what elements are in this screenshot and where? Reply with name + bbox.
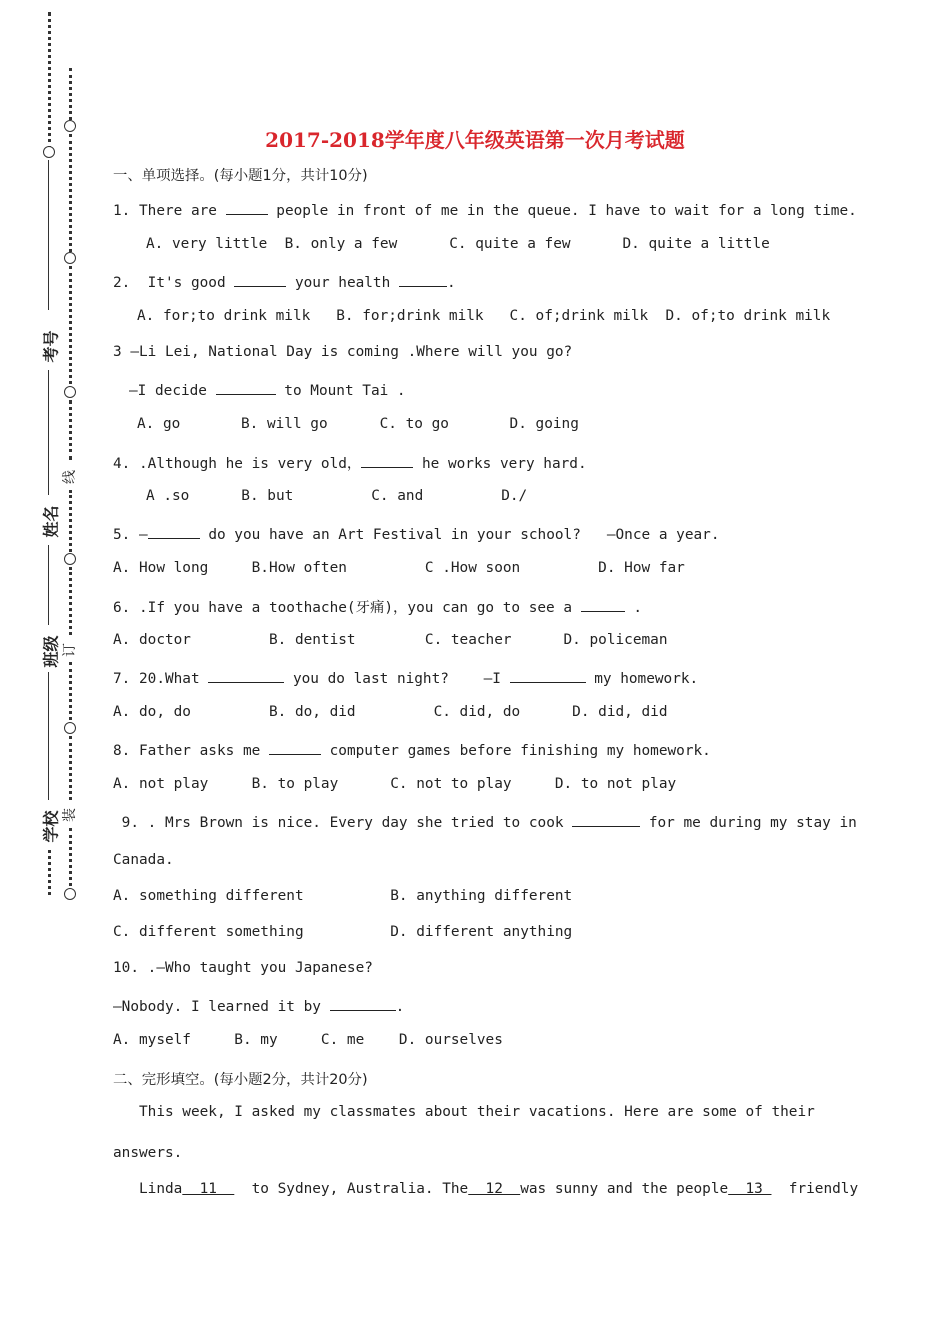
answer-blank — [361, 453, 413, 468]
outer-dotted-line — [48, 850, 51, 895]
answer-blank — [226, 200, 268, 215]
question-3: 3 —Li Lei, National Day is coming .Where will you go? — [113, 344, 573, 360]
inner-dotted-line — [69, 400, 72, 460]
question-2: 2. It's good your health . — [113, 272, 456, 291]
margin-rule — [48, 672, 49, 800]
answer-blank — [234, 272, 286, 287]
question-5: 5. — do you have an Art Festival in your school? —Once a year. — [113, 524, 720, 543]
question-6: 6. .If you have a toothache(牙痛)，you can go to see a . — [113, 596, 642, 617]
label-school: 学校 — [41, 810, 61, 843]
label-exam-no: 考号 — [41, 330, 61, 363]
answer-blank — [208, 668, 284, 683]
passage-line: answers. — [113, 1145, 183, 1161]
answer-blank — [581, 597, 625, 612]
page-title: 2017-2018学年度八年级英语第一次月考试题 — [265, 128, 685, 152]
inner-dotted-line — [69, 828, 72, 886]
question-9-options-ab: A. something different B. anything different — [113, 888, 573, 904]
margin-circle — [64, 252, 76, 264]
label-class: 班级 — [41, 635, 61, 668]
inner-dotted-line — [69, 68, 72, 120]
question-7: 7. 20.What you do last night? —I my homework. — [113, 668, 698, 687]
question-8: 8. Father asks me computer games before finishing my homework. — [113, 740, 711, 759]
inner-dotted-line — [69, 736, 72, 800]
margin-rule — [48, 370, 49, 495]
answer-blank — [572, 812, 640, 827]
mark-zhuang: 装 — [62, 808, 78, 822]
question-9-continued: Canada. — [113, 852, 174, 868]
question-10: 10. .—Who taught you Japanese? — [113, 960, 373, 976]
question-8-options: A. not play B. to play C. not to play D. to not play — [113, 776, 677, 792]
question-4: 4. .Although he is very old， he works very hard. — [113, 452, 587, 473]
passage-line: This week, I asked my classmates about their vacations. Here are some of their — [113, 1104, 815, 1120]
question-9: 9. . Mrs Brown is nice. Every day she tried to cook for me during my stay in — [113, 812, 857, 831]
question-5-options: A. How long B.How often C .How soon D. How far — [113, 560, 685, 576]
answer-blank — [510, 668, 586, 683]
binding-margin — [0, 0, 100, 1344]
margin-circle — [64, 888, 76, 900]
question-6-options: A. doctor B. dentist C. teacher D. policeman — [113, 632, 668, 648]
cloze-blank-12: 12 — [468, 1181, 521, 1197]
margin-circle — [64, 386, 76, 398]
label-name: 姓名 — [41, 505, 61, 538]
inner-dotted-line — [69, 266, 72, 384]
inner-dotted-line — [69, 567, 72, 635]
margin-rule — [48, 160, 49, 310]
margin-circle — [64, 722, 76, 734]
answer-blank — [269, 740, 321, 755]
answer-blank — [148, 524, 200, 539]
question-1-options: A. very little B. only a few C. quite a few D. quite a little — [146, 236, 770, 252]
question-9-options-cd: C. different something D. different anything — [113, 924, 573, 940]
margin-circle — [64, 553, 76, 565]
question-1: 1. There are people in front of me in the queue. I have to wait for a long time. — [113, 200, 857, 219]
answer-blank — [330, 996, 396, 1011]
cloze-blank-11: 11 — [182, 1181, 235, 1197]
question-3-response: —I decide to Mount Tai . — [129, 380, 406, 399]
section1-heading: 一、单项选择。(每小题1分，共计10分) — [113, 168, 368, 184]
answer-blank — [399, 272, 447, 287]
question-10-options: A. myself B. my C. me D. ourselves — [113, 1032, 503, 1048]
margin-rule — [48, 545, 49, 625]
section2-heading: 二、完形填空。(每小题2分，共计20分) — [113, 1072, 368, 1088]
question-2-options: A. for;to drink milk B. for;drink milk C. of;drink milk D. of;to drink milk — [137, 308, 831, 324]
inner-dotted-line — [69, 490, 72, 552]
question-10-response: —Nobody. I learned it by . — [113, 996, 404, 1015]
answer-blank — [216, 380, 276, 395]
mark-ding: 订 — [62, 643, 78, 657]
question-4-options: A .so B. but C. and D./ — [146, 488, 528, 504]
question-3-options: A. go B. will go C. to go D. going — [137, 416, 579, 432]
cloze-blank-13: 13 — [728, 1181, 772, 1197]
inner-dotted-line — [69, 662, 72, 720]
passage-line: Linda 11 to Sydney, Australia. The 12 was sunny and the people 13 friendly — [113, 1181, 859, 1197]
mark-line: 线 — [62, 470, 78, 484]
question-7-options: A. do, do B. do, did C. did, do D. did, did — [113, 704, 668, 720]
